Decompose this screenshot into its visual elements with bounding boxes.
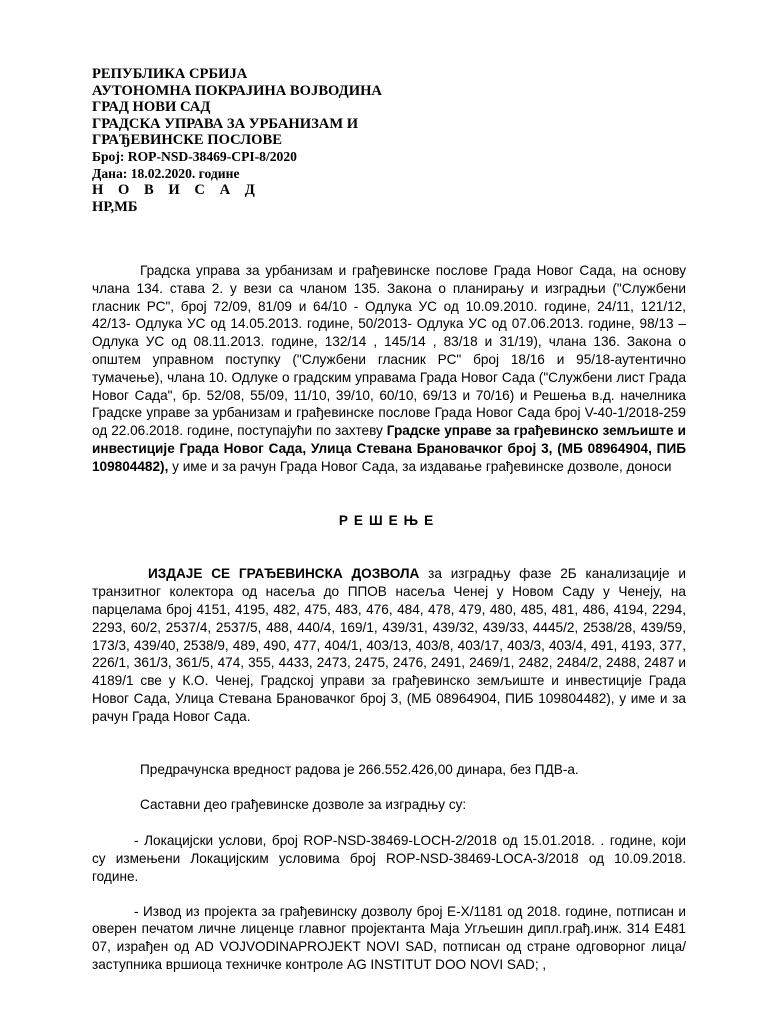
intro-paragraph <box>92 262 686 476</box>
decision-paragraph <box>92 565 686 725</box>
component-item-location: - Локацијски услови, број ROP-NSD-38469-LOCH-2/2018 од 15.01.2018. . године, који су измењени Локацијским условима број ROP-NSD-38469-LOCA-3/2018 од 10.09.2018. године. <box>92 833 686 884</box>
decision-text: за изградњу фазе 2Б канализације и транзитног колектора од насеља до ППОВ насеља Ченеј у Новом Саду у Ченеју, на парцелама број 4151, 4195, 482, 475, 483, 476, 484, 478, 479, 480, 485, 481, 486, 4194, 2294, 2293, 60/2, 2537/4, 2537/5, 488, 440/4, 169/1, 439/31, 439/32, 439/33, 4445/2, 2538/28, 439/59, 173/3, 439/40, 2538/9, 489, 490, 477, 404/1, 403/13, 403/8, 403/17, 403/3, 403/4, 491, 4193, 377, 226/1, 361/3, 361/5, 474, 355, 4433, 2473, 2475, 2476, 2491, 2469/1, 2482, 2484/2, 2488, 2487 и 4189/1 све у К.О. Ченеј, Градској управи за грађевинско земљиште и инвестиције Града Новог Сада, Улица Стевана Брановачког број 3, (МБ 08964904, ПИБ 109804482), у име и за рачун Града Новог Сада. <box>92 566 686 724</box>
decision-title: РЕШЕЊЕ <box>338 512 440 528</box>
document-date: Дана: 18.02.2020. године <box>92 165 240 181</box>
intro-text-end: у име и за рачун Града Новог Сада, за издавање грађевинске дозволе, доноси <box>172 458 672 474</box>
document-header <box>92 66 492 215</box>
document-initials: НР,МБ <box>92 198 138 215</box>
value-paragraph: Предрачунска вредност радова је 266.552.426,00 динара, без ПДВ-а. <box>140 761 579 777</box>
intro-requester: Градске управе за грађевинско земљиште и инвестиције Града Новог Сада, Улица Стевана Брановачког број 3, (МБ 08964904, ПИБ 109804482), <box>92 423 686 474</box>
header-city: ГРАД НОВИ САД <box>92 99 211 116</box>
decision-heading: ИЗДАЈЕ СЕ ГРАЂЕВИНСКА ДОЗВОЛА <box>148 566 420 582</box>
document-city: Н О В И С А Д <box>92 182 261 199</box>
component-item-project: - Извод из пројекта за грађевинску дозволу број Е-Х/1181 од 2018. године, потписан и оверен печатом личне лиценце главног пројектанта Маја Угљешин дипл.грађ.инж. 314 Е481 07, израђен од AD VOJVODINAPROJEKT NOVI SAD, потписан од стране одговорног лица/заступника вршиоца техничке контроле AG INSTITUT DOO NOVI SAD; , <box>92 903 686 972</box>
components-intro: Саставни део грађевинске дозволе за изградњу су: <box>140 797 467 813</box>
header-province: АУТОНОМНА ПОКРАЈИНА ВОЈВОДИНА <box>92 82 382 99</box>
intro-text: Градска управа за урбанизам и грађевинске послове Града Новог Сада, на основу члана 134. става 2. у вези са чланом 135. Закона о планирању и изградњи ("Службени гласник РС", број 72/09, 81/09 и 64/10 - Одлука УС од 10.09.2010. године, 24/11, 121/12, 42/13- Одлука УС од 14.05.2013. године, 50/2013- Одлука УС од 07.06.2013. године, 98/13 – Одлука УС од 08.11.2013. године, 132/14 , 145/14 , 83/18 и 31/19), члана 136. Закона о општем управном поступку ("Службени гласник РС" број 18/16 и 95/18-аутентично тумачење), члана 10. Одлуке о градским управама Града Новог Сада ("Службени лист Града Новог Сада", бр. 52/08, 55/09, 11/10, 39/10, 60/10, 69/13 и 70/16) и Решења в.д. начелника Градске управе за урбанизам и грађевинске послове Града Новог Сада број V-40-1/2018-259 од 22.06.2018. године, поступајући по захтеву <box>92 263 686 439</box>
header-country: РЕПУБЛИКА СРБИЈА <box>92 66 248 82</box>
document-number: Број: ROP-NSD-38469-CPI-8/2020 <box>92 148 297 164</box>
header-authority-cont: ГРАЂЕВИНСКЕ ПОСЛОВЕ <box>92 132 282 149</box>
header-authority: ГРАДСКА УПРАВА ЗА УРБАНИЗАМ И <box>92 115 359 132</box>
document-body <box>92 262 686 974</box>
